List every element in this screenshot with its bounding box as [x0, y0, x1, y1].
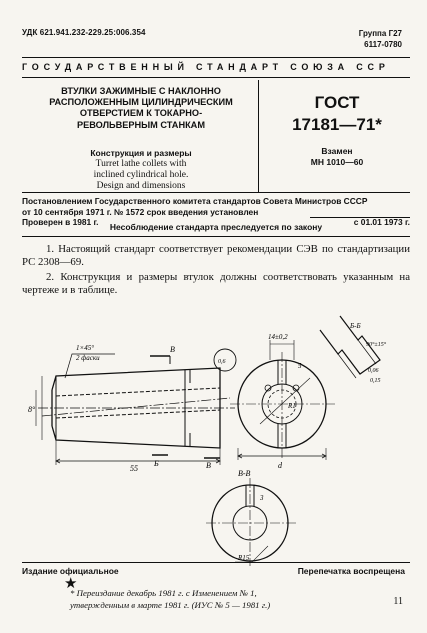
- title-ru-line: РЕВОЛЬВЕРНЫМ СТАНКАМ: [77, 119, 205, 130]
- footer-rule: [22, 562, 410, 563]
- dimension-90: 90°±15°: [366, 342, 387, 348]
- paragraph-1: 1. Настоящий стандарт соответствует рекомендации СЭВ по стандартизации РС 2308—69.: [22, 243, 410, 269]
- section-vv-label: В-В: [238, 469, 251, 478]
- title-ru-line: ОТВЕРСТИЕМ К ТОКАРНО-: [79, 108, 203, 119]
- top-rule: [22, 57, 410, 58]
- section-b-bottom: Б: [154, 459, 159, 468]
- effective-date: с 01.01 1973 г.: [353, 217, 410, 227]
- gost-number: [262, 92, 412, 136]
- chamfer-note: 2 фаски: [76, 354, 100, 362]
- udk-code: УДК 621.941.232-229.25:006.354: [22, 28, 146, 37]
- date-rule: [310, 217, 410, 218]
- chamfer-label: 1×45°: [76, 344, 95, 352]
- technical-drawing: [20, 308, 415, 573]
- subtitle-russian: Конструкция и размеры: [90, 148, 192, 158]
- page-number: 11: [393, 596, 403, 607]
- detail-label: 0,6: [218, 359, 226, 365]
- dimension-3: 3: [260, 494, 264, 502]
- title-en-line: Turret lathe collets with: [95, 159, 187, 169]
- title-en-line: Design and dimensions: [96, 181, 186, 191]
- official-edition: Издание официальное: [22, 566, 119, 576]
- dimension-tol: 0,06: [368, 368, 379, 374]
- state-standard-heading: ГОСУДАРСТВЕННЫЙ СТАНДАРТ СОЮЗА ССР: [22, 62, 390, 72]
- decree-line: Постановлением Государственного комитета стандартов Совета Министров СССР: [22, 196, 368, 206]
- replaces-standard: МН 1010—60: [310, 157, 364, 167]
- dimension-5: 5: [298, 362, 302, 370]
- revision-note: Проверен в 1981 г.: [22, 217, 99, 227]
- replaces-label: Взамен: [321, 146, 353, 156]
- title-divider: [258, 80, 259, 192]
- title-bottom-rule: [22, 192, 410, 193]
- dimension-angle: 8°: [28, 405, 36, 414]
- gost-designation: 17181—71*: [292, 115, 382, 134]
- title-en-line: inclined cylindrical hole.: [93, 170, 189, 180]
- dimension-015: 0,15: [370, 378, 381, 384]
- title-russian: [26, 86, 256, 131]
- section-v-bottom: В: [206, 461, 211, 470]
- star-icon: ★: [64, 576, 78, 592]
- gost-label: ГОСТ: [314, 93, 360, 112]
- reissue-line: * Переиздание декабрь 1981 г. с Изменением № 1,: [70, 588, 257, 598]
- dimension-14: 14±0,2: [268, 333, 288, 341]
- paragraph-2: 2. Конструкция и размеры втулок должны соответствовать указанным на чертеже и в таблице.: [22, 271, 410, 297]
- section-vv-view: [206, 478, 296, 566]
- section-b-top: В: [170, 345, 175, 354]
- collet-side-view: [38, 368, 235, 448]
- title-english: [26, 159, 256, 192]
- reissue-line: утвержденным в марте 1981 г. (ИУС № 5 — 1981 г.): [70, 599, 271, 610]
- dimension-55: 55: [130, 464, 138, 473]
- group-label: Группа Г27: [358, 29, 402, 38]
- notice-rule: [22, 236, 410, 237]
- collet-end-view: [230, 352, 335, 458]
- dimension-r: R1: [288, 402, 296, 410]
- dimension-d: d: [278, 461, 282, 470]
- dimension-15: R15: [238, 554, 250, 562]
- heading-rule: [22, 77, 410, 78]
- section-bb-label: Б-Б: [350, 322, 361, 330]
- decree-line: от 10 сентября 1971 г. № 1572 срок введения установлен: [22, 206, 259, 217]
- title-ru-line: РАСПОЛОЖЕННЫМ ЦИЛИНДРИЧЕСКИМ: [49, 97, 233, 108]
- group-code: [359, 28, 402, 50]
- reissue-note: [70, 588, 380, 611]
- reprint-notice: Перепечатка воспрещена: [297, 566, 405, 576]
- law-notice: Несоблюдение стандарта преследуется по закону: [109, 222, 323, 232]
- title-ru-line: ВТУЛКИ ЗАЖИМНЫЕ С НАКЛОННО: [61, 86, 221, 96]
- replaces-note: [262, 146, 412, 168]
- okp-code: 6117-0780: [364, 40, 402, 49]
